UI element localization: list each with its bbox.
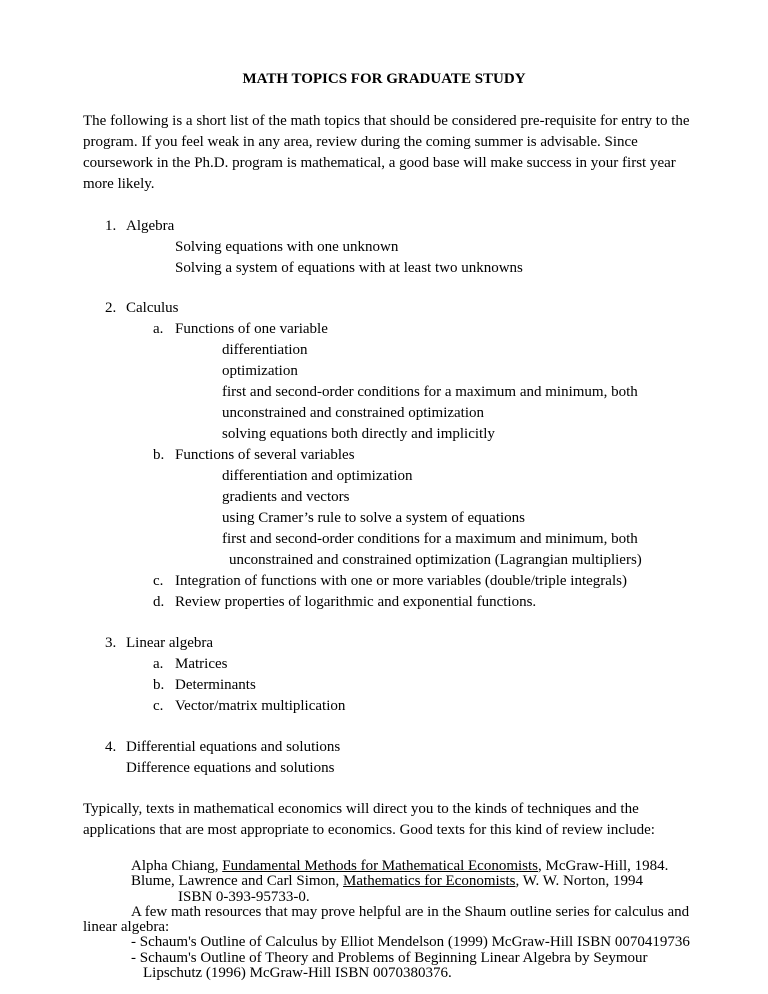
calculus-subtopic: Integration of functions with one or more variables (double/triple integrals) xyxy=(175,573,627,589)
resource-schaum-calculus: - Schaum's Outline of Calculus by Elliot Mendelson (1999) McGraw-Hill ISBN 0070419736 xyxy=(131,934,690,951)
calculus-item: unconstrained and constrained optimization xyxy=(222,405,485,421)
algebra-item: Solving equations with one unknown xyxy=(175,239,399,255)
reference-book-title: Fundamental Methods for Mathematical Economists xyxy=(222,858,539,874)
topic-number-differential: 4. xyxy=(105,739,117,755)
algebra-item: Solving a system of equations with at least two unknowns xyxy=(175,260,523,276)
linear-algebra-item: Vector/matrix multiplication xyxy=(175,698,346,714)
resource-schaum-linear-algebra-cont: Lipschutz (1996) McGraw-Hill ISBN 0070380376. xyxy=(143,965,452,981)
resource-schaum-linear-algebra: - Schaum's Outline of Theory and Problems of Beginning Linear Algebra by Seymour xyxy=(131,949,648,966)
texts-paragraph-line: Typically, texts in mathematical economics will direct you to the kinds of techniques and the xyxy=(83,801,639,817)
reference-author: Alpha Chiang, xyxy=(131,858,223,874)
resources-line: linear algebra: xyxy=(83,919,170,936)
resources-line: A few math resources that may prove helpful are in the Shaum outline series for calculus and xyxy=(131,903,690,920)
reference-publisher: , McGraw-Hill, 1984. xyxy=(538,858,669,874)
topic-number-algebra: 1. xyxy=(105,218,117,234)
calculus-item: unconstrained and constrained optimization (Lagrangian multipliers) xyxy=(229,552,642,568)
page-title: MATH TOPICS FOR GRADUATE STUDY xyxy=(242,71,526,87)
texts-paragraph-line: applications that are most appropriate to economics. Good texts for this kind of review include: xyxy=(83,822,655,838)
calculus-item: differentiation and optimization xyxy=(222,468,413,484)
calculus-letter: b. xyxy=(153,447,165,463)
topic-linear-algebra: Linear algebra xyxy=(126,635,214,651)
calculus-subtopic: Review properties of logarithmic and exponential functions. xyxy=(175,594,537,610)
topic-number-linear-algebra: 3. xyxy=(105,635,117,651)
topic-differential: Differential equations and solutions xyxy=(126,739,341,755)
calculus-item: first and second-order conditions for a maximum and minimum, both xyxy=(222,531,638,547)
linear-algebra-letter: a. xyxy=(153,656,164,672)
calculus-letter: c. xyxy=(153,573,164,589)
intro-paragraph: The following is a short list of the math topics that should be considered pre-requisite for entry to the program. If you feel weak in any area, review during the coming summer is advisable. Since coursework in the Ph.D. program is mathematical, a good base will make success in your first year more likely. xyxy=(83,113,690,192)
topic-number-calculus: 2. xyxy=(105,300,117,316)
topic-difference: Difference equations and solutions xyxy=(126,760,335,776)
calculus-item: using Cramer’s rule to solve a system of equations xyxy=(222,510,526,526)
topic-algebra: Algebra xyxy=(126,218,175,234)
calculus-subtopic: Functions of several variables xyxy=(175,447,355,463)
calculus-item: solving equations both directly and implicitly xyxy=(222,426,495,442)
calculus-item: first and second-order conditions for a maximum and minimum, both xyxy=(222,384,638,400)
reference-author: Blume, Lawrence and Carl Simon, xyxy=(131,873,344,890)
calculus-item: gradients and vectors xyxy=(222,489,350,505)
calculus-letter: a. xyxy=(153,321,164,337)
calculus-subtopic: Functions of one variable xyxy=(175,321,328,337)
linear-algebra-item: Determinants xyxy=(175,677,256,693)
topic-calculus: Calculus xyxy=(126,300,179,316)
linear-algebra-letter: b. xyxy=(153,677,165,693)
reference-book-title: Mathematics for Economists xyxy=(343,873,516,890)
reference-publisher: , W. W. Norton, 1994 xyxy=(515,873,644,890)
calculus-item: differentiation xyxy=(222,342,308,358)
linear-algebra-letter: c. xyxy=(153,698,164,714)
calculus-letter: d. xyxy=(153,594,165,610)
linear-algebra-item: Matrices xyxy=(175,656,228,672)
reference-isbn: ISBN 0-393-95733-0. xyxy=(178,888,310,905)
calculus-item: optimization xyxy=(222,363,298,379)
